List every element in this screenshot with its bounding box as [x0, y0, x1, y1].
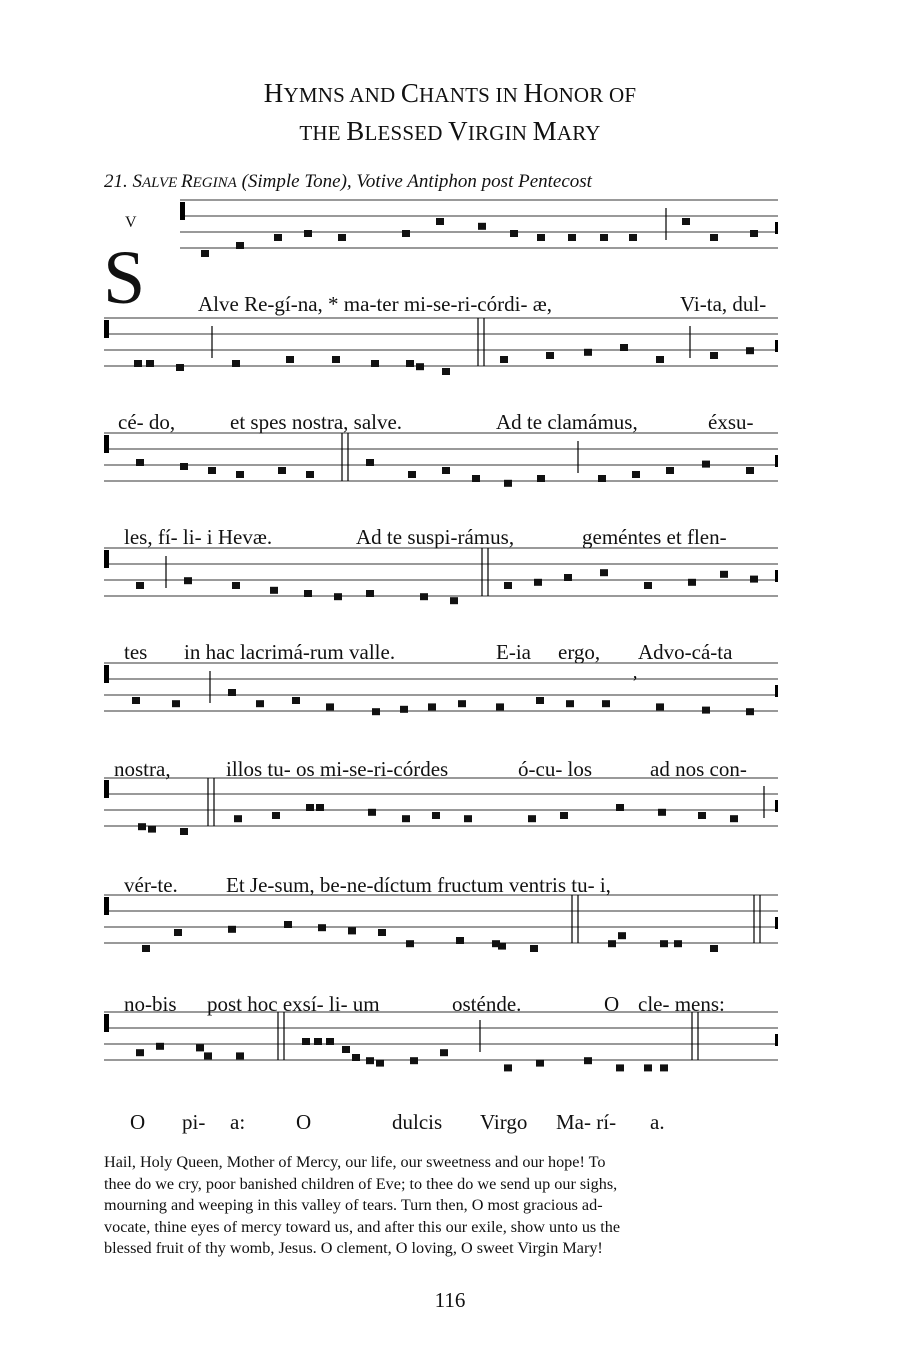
translation-line: thee do we cry, poor banished children of Eve; to thee do we send up our sighs, — [104, 1174, 618, 1193]
lyric-segment: éxsu- — [708, 410, 754, 434]
neume-note — [278, 467, 286, 474]
neume-note — [496, 703, 504, 710]
neume-note — [348, 927, 356, 934]
lyric-segment: ergo, — [558, 640, 601, 664]
neume-note — [629, 234, 637, 241]
lyric-segment: Alve Re-gí-na, * ma-ter mi-se-ri-córdi- æ, — [198, 292, 552, 316]
neume-note — [534, 579, 542, 586]
neume-note — [134, 360, 142, 367]
neume-note — [408, 471, 416, 478]
neume-note — [730, 815, 738, 822]
neume-note — [256, 700, 264, 707]
neume-note — [498, 943, 506, 950]
custos-icon — [775, 570, 778, 582]
custos-icon — [775, 800, 778, 812]
neume-note — [584, 1057, 592, 1064]
lyric-segment: illos tu- os mi-se-ri-córdes — [226, 757, 449, 781]
neume-note — [371, 360, 379, 367]
neume-note — [600, 234, 608, 241]
neume-note — [172, 700, 180, 707]
neume-note — [286, 356, 294, 363]
neume-note — [688, 579, 696, 586]
neume-note — [228, 689, 236, 696]
lyric-segment: et spes nostra, salve. — [230, 410, 403, 434]
lyric-segment: a. — [650, 1110, 665, 1134]
neume-note — [372, 708, 380, 715]
neume-note — [702, 707, 710, 714]
neume-note — [458, 700, 466, 707]
neume-note — [432, 812, 440, 819]
neume-note — [272, 812, 280, 819]
neume-note — [184, 577, 192, 584]
neume-note — [406, 940, 414, 947]
neume-note — [674, 940, 682, 947]
lyric-segment: O — [296, 1110, 312, 1134]
neume-note — [292, 697, 300, 704]
neume-note — [326, 703, 334, 710]
neume-note — [656, 356, 664, 363]
neume-note — [616, 804, 624, 811]
neume-note — [232, 360, 240, 367]
page-title-line-2: THE BLESSED VIRGIN MARY — [299, 116, 601, 146]
page-number: 116 — [434, 1288, 466, 1312]
neume-note — [366, 590, 374, 597]
neume-note — [608, 940, 616, 947]
neume-note — [560, 812, 568, 819]
neume-note — [478, 223, 486, 230]
neume-note — [632, 471, 640, 478]
hymn-heading: 21. SALVE REGINA (Simple Tone), Votive Antiphon post Pentecost — [104, 171, 592, 192]
neume-note — [584, 349, 592, 356]
neume-note — [440, 1049, 448, 1056]
lyric-segment: osténde. — [452, 992, 522, 1016]
neume-note — [537, 475, 545, 482]
neume-note — [746, 467, 754, 474]
neume-note — [456, 937, 464, 944]
neume-note — [620, 344, 628, 351]
neume-note — [536, 697, 544, 704]
neume-note — [464, 815, 472, 822]
lyric-segment: cé- do, — [118, 410, 176, 434]
neume-note — [342, 1046, 350, 1053]
neume-note — [334, 593, 342, 600]
neume-note — [316, 804, 324, 811]
neume-note — [568, 234, 576, 241]
neume-note — [138, 823, 146, 830]
neume-note — [236, 242, 244, 249]
neume-note — [510, 230, 518, 237]
neume-note — [472, 475, 480, 482]
lyric-segment: no-bis — [124, 992, 177, 1016]
neume-note — [504, 480, 512, 487]
neume-note — [406, 360, 414, 367]
neume-note — [204, 1052, 212, 1059]
clef-icon — [104, 780, 109, 798]
lyric-segment: Et Je-sum, be-ne-díctum fructum ventris tu- i, — [226, 873, 611, 897]
neume-note — [682, 218, 690, 225]
lyric-segment: pi- — [182, 1110, 206, 1134]
neume-note — [366, 459, 374, 466]
neume-note — [306, 471, 314, 478]
neume-note — [314, 1038, 322, 1045]
neume-note — [400, 706, 408, 713]
neume-note — [428, 703, 436, 710]
neume-note — [402, 230, 410, 237]
neume-note — [710, 352, 718, 359]
neume-note — [566, 700, 574, 707]
neume-note — [618, 932, 626, 939]
breath-mark: ʼ — [632, 672, 638, 692]
neume-note — [228, 926, 236, 933]
neume-note — [332, 356, 340, 363]
neume-note — [442, 467, 450, 474]
lyric-segment: tes — [124, 640, 148, 664]
neume-note — [284, 921, 292, 928]
neume-note — [598, 475, 606, 482]
neume-note — [148, 826, 156, 833]
clef-icon — [104, 897, 109, 915]
lyric-segment: ó-cu- los — [518, 757, 593, 781]
lyric-segment: cle- mens: — [638, 992, 725, 1016]
neume-note — [746, 347, 754, 354]
translation-text — [104, 1152, 784, 1260]
neume-note — [600, 569, 608, 576]
lyric-segment: vér-te. — [124, 873, 178, 897]
custos-icon — [775, 222, 778, 234]
neume-note — [306, 804, 314, 811]
initial-letter: S — [103, 236, 146, 320]
lyric-segment: a: — [230, 1110, 246, 1134]
lyric-segment: nostra, — [114, 757, 171, 781]
lyric-segment: dulcis — [392, 1110, 443, 1134]
lyric-segment: Ad te clamámus, — [496, 410, 638, 434]
lyric-segment: Virgo — [480, 1110, 528, 1134]
neume-note — [234, 815, 242, 822]
custos-icon — [775, 1034, 778, 1046]
translation-line: vocate, thine eyes of mercy toward us, and after this our exile, show unto us the — [104, 1217, 621, 1236]
neume-note — [136, 459, 144, 466]
neume-note — [504, 1064, 512, 1071]
neume-note — [136, 1049, 144, 1056]
neume-note — [530, 945, 538, 952]
neume-note — [366, 1057, 374, 1064]
lyric-segment: O — [130, 1110, 146, 1134]
neume-note — [304, 590, 312, 597]
neume-note — [302, 1038, 310, 1045]
neume-note — [660, 940, 668, 947]
neume-note — [746, 708, 754, 715]
neume-note — [658, 809, 666, 816]
neume-note — [666, 467, 674, 474]
clef-icon — [104, 435, 109, 453]
neume-note — [368, 809, 376, 816]
neume-note — [537, 234, 545, 241]
clef-icon — [104, 1014, 109, 1032]
neume-note — [504, 582, 512, 589]
neume-note — [236, 471, 244, 478]
neume-note — [402, 815, 410, 822]
neume-note — [180, 463, 188, 470]
neume-note — [546, 352, 554, 359]
neume-note — [750, 230, 758, 237]
neume-note — [156, 1043, 164, 1050]
lyric-segment: ad nos con- — [650, 757, 747, 781]
neume-note — [196, 1044, 204, 1051]
neume-note — [274, 234, 282, 241]
neume-note — [232, 582, 240, 589]
neume-note — [644, 1064, 652, 1071]
neume-note — [136, 582, 144, 589]
neume-note — [656, 703, 664, 710]
neume-note — [750, 576, 758, 583]
hymn-subtitle: (Simple Tone), Votive Antiphon post Pentecost — [241, 171, 592, 192]
neume-note — [710, 234, 718, 241]
neume-note — [236, 1052, 244, 1059]
custos-icon — [775, 917, 778, 929]
lyric-segment: O — [604, 992, 620, 1016]
clef-icon — [180, 202, 185, 220]
neume-note — [270, 587, 278, 594]
hymn-number: 21. — [104, 171, 128, 192]
clef-icon — [104, 320, 109, 338]
lyric-segment: Ma- rí- — [556, 1110, 617, 1134]
neume-note — [142, 945, 150, 952]
translation-line: Hail, Holy Queen, Mother of Mercy, our life, our sweetness and our hope! To — [104, 1153, 606, 1171]
neume-note — [208, 467, 216, 474]
neume-note — [698, 812, 706, 819]
clef-icon — [104, 550, 109, 568]
lyric-segment: Advo-cá-ta — [638, 640, 733, 664]
lyric-segment: les, fí- li- i Hevæ. — [124, 525, 273, 549]
neume-note — [326, 1038, 334, 1045]
neume-note — [450, 597, 458, 604]
lyric-segment: in hac lacrimá-rum valle. — [184, 640, 396, 664]
neume-note — [420, 593, 428, 600]
neume-note — [201, 250, 209, 257]
neume-note — [564, 574, 572, 581]
neume-note — [410, 1057, 418, 1064]
neume-note — [702, 461, 710, 468]
neume-note — [436, 218, 444, 225]
neume-note — [528, 815, 536, 822]
custos-icon — [775, 340, 778, 352]
neume-note — [442, 368, 450, 375]
neume-note — [416, 363, 424, 370]
neume-note — [176, 364, 184, 371]
custos-icon — [775, 455, 778, 467]
lyric-segment: Ad te suspi-rámus, — [356, 525, 515, 549]
lyric-segment: geméntes et flen- — [582, 525, 727, 549]
neume-note — [602, 700, 610, 707]
clef-icon — [104, 665, 109, 683]
neume-note — [378, 929, 386, 936]
neume-note — [146, 360, 154, 367]
lyric-segment: post hoc exsí- li- um — [207, 992, 380, 1016]
neume-note — [304, 230, 312, 237]
neume-note — [644, 582, 652, 589]
neume-note — [710, 945, 718, 952]
mode-marker: V — [125, 214, 137, 231]
neume-note — [376, 1060, 384, 1067]
neume-note — [500, 356, 508, 363]
neume-note — [352, 1054, 360, 1061]
neume-note — [318, 924, 326, 931]
neume-note — [174, 929, 182, 936]
neume-note — [180, 828, 188, 835]
neume-note — [720, 571, 728, 578]
page-title-line-1: HYMNS AND CHANTS IN HONOR OF — [263, 78, 637, 108]
translation-line: mourning and weeping in this valley of tears. Turn then, O most gracious ad- — [104, 1196, 603, 1214]
translation-line: blessed fruit of thy womb, Jesus. O clement, O loving, O sweet Virgin Mary! — [104, 1239, 603, 1257]
lyric-segment: E-ia — [496, 640, 531, 664]
neume-note — [338, 234, 346, 241]
neume-note — [616, 1064, 624, 1071]
custos-icon — [775, 685, 778, 697]
neume-note — [660, 1064, 668, 1071]
neume-note — [536, 1060, 544, 1067]
neume-note — [132, 697, 140, 704]
lyric-segment: Vi-ta, dul- — [680, 292, 767, 316]
